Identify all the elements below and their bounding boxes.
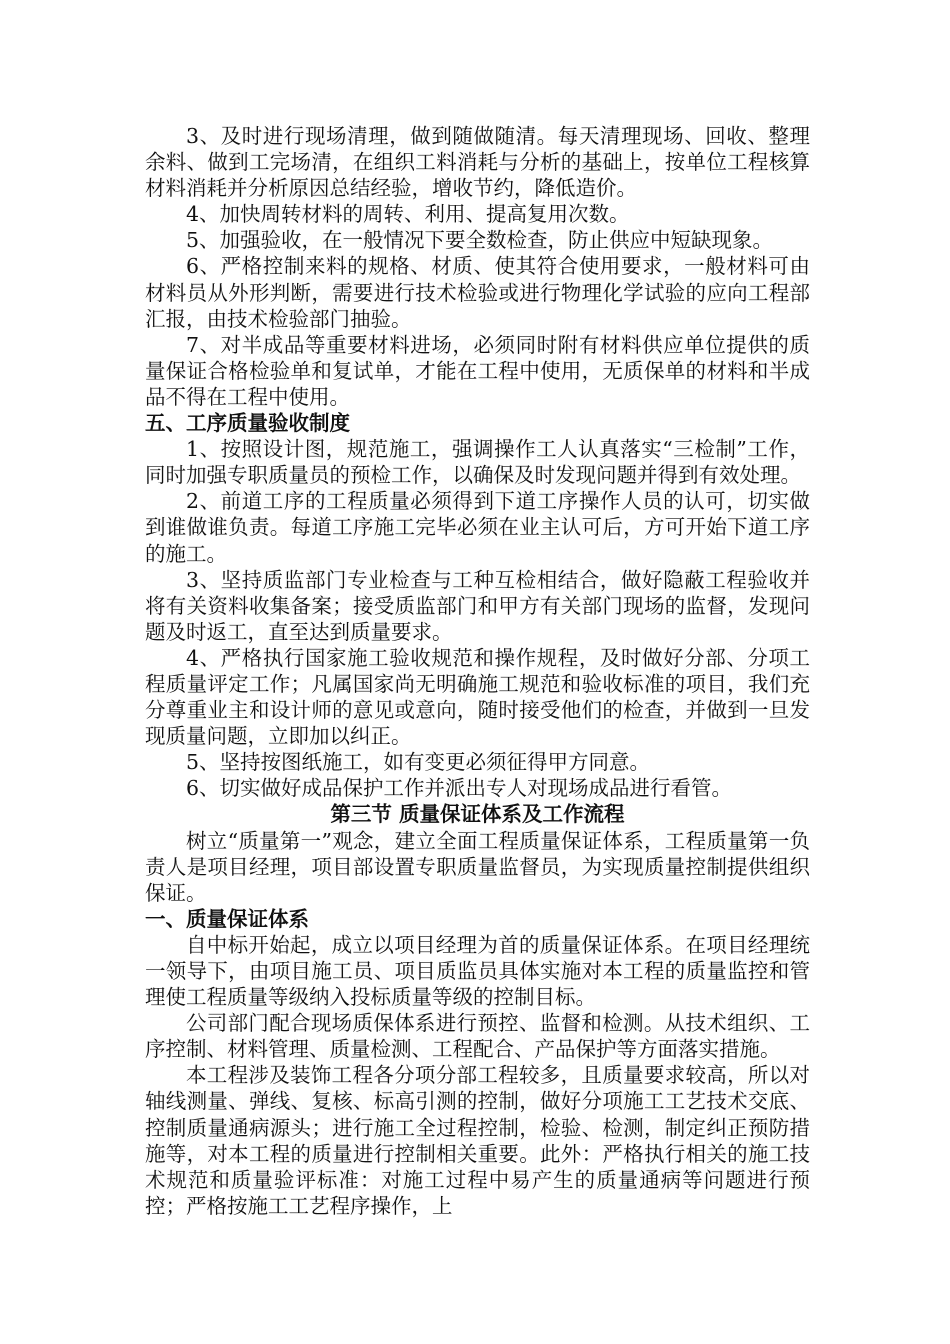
process-item-4: 4、严格执行国家施工验收规范和操作规程，及时做好分部、分项工程质量评定工作；凡属国家尚无明确施工规范和验收标准的项目，我们充分尊重业主和设计师的意见或意向，随时接受他们的检查，并做到一旦发现质量问题，立即加以纠正。 bbox=[145, 645, 810, 749]
section-title: 第三节 质量保证体系及工作流程 bbox=[330, 802, 625, 827]
paragraph-item-3: 3、及时进行现场清理，做到随做随清。每天清理现场、回收、整理余料、做到工完场清，在组织工料消耗与分析的基础上，按单位工程核算材料消耗并分析原因总结经验，增收节约，降低造价。 bbox=[145, 124, 810, 201]
paragraph-item-7: 7、对半成品等重要材料进场，必须同时附有材料供应单位提供的质量保证合格检验单和复试单，才能在工程中使用，无质保单的材料和半成品不得在工程中使用。 bbox=[145, 332, 810, 409]
quality-system-paragraph-1: 自中标开始起，成立以项目经理为首的质量保证体系。在项目经理统一领导下，由项目施工员、项目质监员具体实施对本工程的质量监控和管理使工程质量等级纳入投标质量等级的控制目标。 bbox=[145, 932, 810, 1010]
heading-quality-system: 一、质量保证体系 bbox=[145, 906, 309, 931]
paragraph-item-4: 4、加快周转材料的周转、利用、提高复用次数。 bbox=[186, 202, 630, 227]
paragraph-item-6: 6、严格控制来料的规格、材质、使其符合使用要求，一般材料可由材料员从外形判断，需要进行技术检验或进行物理化学试验的应向工程部汇报，由技术检验部门抽验。 bbox=[145, 254, 810, 331]
quality-system-paragraph-3: 本工程涉及装饰工程各分项分部工程较多，且质量要求较高，所以对轴线测量、弹线、复核、标高引测的控制，做好分项施工工艺技术交底、控制质量通病源头；进行施工全过程控制，检验、检测，制定纠正预防措施等，对本工程的质量进行控制相关重要。此外：严格执行相关的施工技术规范和质量验评标准：对施工过程中易产生的质量通病等问题进行预控；严格按施工工艺程序操作，上 bbox=[145, 1063, 810, 1218]
quality-system-paragraph-2: 公司部门配合现场质保体系进行预控、监督和检测。从技术组织、工序控制、材料管理、质量检测、工程配合、产品保护等方面落实措施。 bbox=[145, 1011, 810, 1062]
process-item-1: 1、按照设计图，规范施工，强调操作工人认真落实“三检制”工作，同时加强专职质量员的预检工作，以确保及时发现问题并得到有效处理。 bbox=[145, 437, 810, 488]
process-item-3: 3、坚持质监部门专业检查与工种互检相结合，做好隐蔽工程验收并将有关资料收集备案；接受质监部门和甲方有关部门现场的监督，发现问题及时返工，直至达到质量要求。 bbox=[145, 567, 810, 644]
process-item-6: 6、切实做好成品保护工作并派出专人对现场成品进行看管。 bbox=[186, 776, 733, 801]
heading-process-acceptance: 五、工序质量验收制度 bbox=[145, 411, 350, 436]
document-page bbox=[145, 123, 810, 1219]
process-item-5: 5、坚持按图纸施工，如有变更必须征得甲方同意。 bbox=[186, 750, 651, 775]
section-intro-paragraph: 树立“质量第一”观念，建立全面工程质量保证体系，工程质量第一负责人是项目经理，项目部设置专职质量监督员，为实现质量控制提供组织保证。 bbox=[145, 828, 810, 905]
process-item-2: 2、前道工序的工程质量必须得到下道工序操作人员的认可，切实做到谁做谁负责。每道工序施工完毕必须在业主认可后，方可开始下道工序的施工。 bbox=[145, 489, 810, 566]
paragraph-item-5: 5、加强验收，在一般情况下要全数检查，防止供应中短缺现象。 bbox=[186, 228, 774, 253]
